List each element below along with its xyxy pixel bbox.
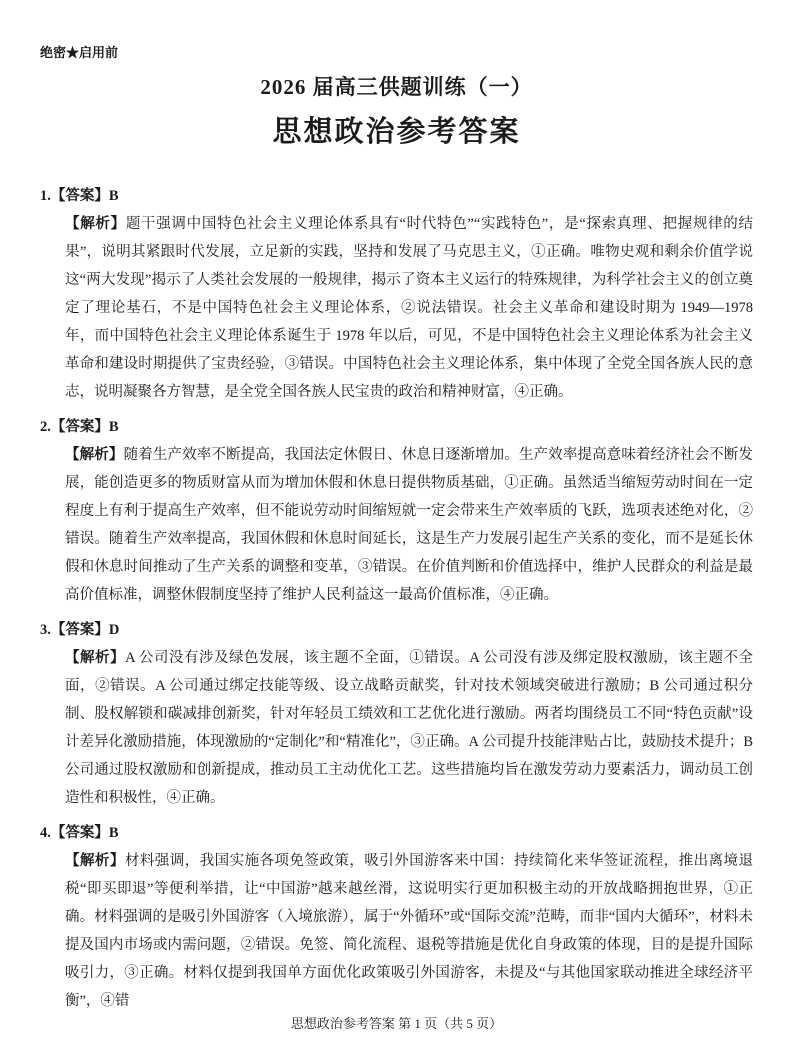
answer-label: 【答案】 [50,188,109,204]
analysis-paragraph [65,644,753,812]
analysis-text: 题干强调中国特色社会主义理论体系具有“时代特色”“实践特色”，是“探索真理、把握规律的结果”，说明其紧跟时代发展，立足新的实践，坚持和发展了马克思主义，①正确。唯物史观和剩余价值学说这“两大发现”揭示了人类社会发展的一般规律，揭示了资本主义运行的特殊规律，为科学社会主义的创立奠定了理论基石，不是中国特色社会主义理论体系，②说法错误。社会主义革命和建设时期为 1949—1978 年，而中国特色社会主义理论体系诞生于 1978 年以后，可见，不是中国特色社会主义理论体系为社会主义革命和建设时期提供了宝贵经验，③错误。中国特色社会主义理论体系，集中体现了全党全国各族人民的意志，说明凝聚各方智慧，是全党全国各族人民宝贵的政治和精神财富，④正确。 [65,216,753,400]
analysis-paragraph [65,847,753,1015]
question-block-3 [40,616,753,812]
answer-value: B [108,419,119,435]
page-footer: 思想政治参考答案 第 1 页（共 5 页） [290,1016,503,1031]
question-block-2 [40,413,753,609]
answer-label: 【答案】 [50,419,109,435]
answer-line [40,819,753,847]
question-number: 2. [40,419,51,435]
document-subtitle: 思想政治参考答案 [272,116,521,148]
document-title: 2026 届高三供题训练（一） [260,75,533,99]
analysis-label: 【解析】 [65,853,125,869]
answer-value: B [108,188,119,204]
analysis-text: 随着生产效率不断提高，我国法定休假日、休息日逐渐增加。生产效率提高意味着经济社会不断发展，能创造更多的物质财富从而为增加休假和休息日提供物质基础，①正确。虽然适当缩短劳动时间在一定程度上有利于提高生产效率，但不能说劳动时间缩短就一定会带来生产效率质的飞跃，选项表述绝对化，②错误。随着生产效率提高，我国休假和休息时间延长，这是生产力发展引起生产关系的变化，而不是延长休假和休息时间推动了生产关系的调整和变革，③错误。在价值判断和价值选择中，维护人民群众的利益是最高价值标准，调整休假制度坚持了维护人民利益这一最高价值标准，④正确。 [65,447,754,603]
answer-line [40,413,753,441]
analysis-label: 【解析】 [65,447,124,463]
answer-content [40,182,753,1015]
answer-value: B [108,825,119,841]
analysis-paragraph [65,210,753,406]
question-number: 3. [40,622,51,638]
analysis-label: 【解析】 [65,216,126,232]
answer-value: D [108,622,120,638]
analysis-text: A 公司没有涉及绿色发展，该主题不全面，①错误。A 公司没有涉及绑定股权激励，该主题不全面，②错误。A 公司通过绑定技能等级、设立战略贡献奖，针对技术领域突破进行激励；B 公司通过积分制、股权解锁和碳减排创新奖，针对年轻员工绩效和工艺优化进行激励。两者均围绕员工不同“特色贡献”设计差异化激励措施，体现激励的“定制化”和“精准化”，③正确。A 公司提升技能津贴占比，鼓励技术提升；B 公司通过股权激励和创新提成，推动员工主动优化工艺。这些措施均旨在激发劳动力要素活力，调动员工创造性和积极性，④正确。 [65,650,754,806]
analysis-paragraph [65,441,753,609]
question-block-1 [40,182,753,406]
answer-line [40,182,753,210]
analysis-label: 【解析】 [65,650,126,666]
analysis-text: 材料强调，我国实施各项免签政策，吸引外国游客来中国：持续简化来华签证流程，推出离境退税“即买即退”等便利举措，让“中国游”越来越丝滑，这说明实行更加积极主动的开放战略拥抱世界，①正确。材料强调的是吸引外国游客（入境旅游），属于“外循环”或“国际交流”范畴，而非“国内大循环”，材料未提及国内市场或内需问题，②错误。免签、简化流程、退税等措施是优化自身政策的体现，目的是提升国际吸引力，③正确。材料仅提到我国单方面优化政策吸引外国游客，未提及“与其他国家联动推进全球经济平衡”，④错 [65,853,754,1009]
answer-line [40,616,753,644]
question-number: 4. [40,825,51,841]
answer-label: 【答案】 [50,825,109,841]
answer-label: 【答案】 [50,622,109,638]
question-number: 1. [40,188,51,204]
question-block-4 [40,819,753,1015]
classification-notice: 绝密★启用前 [40,45,119,60]
